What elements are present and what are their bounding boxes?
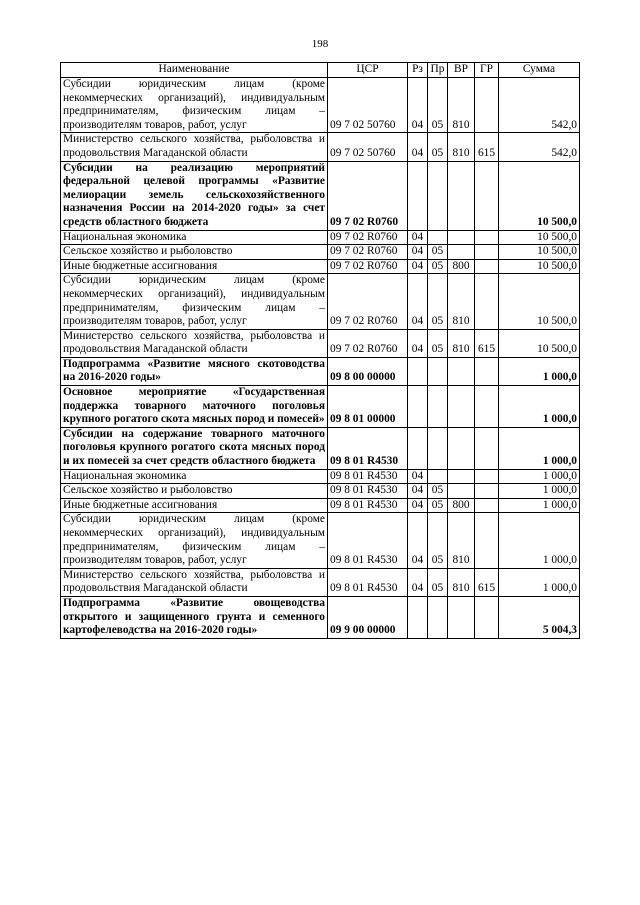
cell-rz: 04 — [408, 78, 428, 133]
cell-sum: 1 000,0 — [499, 484, 580, 499]
cell-rz: 04 — [408, 245, 428, 260]
cell-sum: 542,0 — [499, 133, 580, 161]
cell-sum: 1 000,0 — [499, 498, 580, 513]
cell-pr: 05 — [428, 245, 448, 260]
table-row — [61, 161, 580, 230]
cell-sum: 5 004,3 — [499, 596, 580, 638]
cell-sum: 10 500,0 — [499, 329, 580, 357]
cell-gr — [475, 596, 499, 638]
cell-csr: 09 7 02 R0760 — [328, 329, 408, 357]
cell-csr: 09 8 00 00000 — [328, 357, 408, 385]
cell-csr: 09 8 01 R4530 — [328, 469, 408, 484]
cell-name: Министерство сельского хозяйства, рыболовства и продовольствия Магаданской области — [61, 329, 328, 357]
cell-vr: 800 — [448, 498, 475, 513]
cell-name: Национальная экономика — [61, 230, 328, 245]
cell-csr: 09 7 02 R0760 — [328, 245, 408, 260]
cell-gr — [475, 78, 499, 133]
cell-gr — [475, 427, 499, 469]
table-header-row — [61, 63, 580, 78]
cell-vr: 810 — [448, 133, 475, 161]
cell-name: Основное мероприятие «Государственная поддержка товарного маточного поголовья крупного рогатого скота мясных пород и помесей» — [61, 386, 328, 428]
cell-name: Иные бюджетные ассигнования — [61, 259, 328, 274]
cell-sum: 1 000,0 — [499, 469, 580, 484]
cell-vr — [448, 386, 475, 428]
table-row — [61, 469, 580, 484]
cell-sum: 10 500,0 — [499, 274, 580, 329]
table-row — [61, 274, 580, 329]
cell-gr — [475, 386, 499, 428]
cell-gr — [475, 357, 499, 385]
cell-sum: 10 500,0 — [499, 161, 580, 230]
cell-pr — [428, 427, 448, 469]
header-vr: ВР — [448, 63, 475, 78]
cell-gr — [475, 161, 499, 230]
cell-csr: 09 9 00 00000 — [328, 596, 408, 638]
cell-rz: 04 — [408, 498, 428, 513]
cell-pr — [428, 469, 448, 484]
table-row — [61, 498, 580, 513]
cell-csr: 09 7 02 50760 — [328, 78, 408, 133]
cell-sum: 1 000,0 — [499, 357, 580, 385]
cell-sum: 10 500,0 — [499, 230, 580, 245]
cell-sum: 1 000,0 — [499, 513, 580, 568]
cell-vr — [448, 245, 475, 260]
cell-pr: 05 — [428, 568, 448, 596]
cell-csr: 09 7 02 R0760 — [328, 259, 408, 274]
cell-sum: 10 500,0 — [499, 259, 580, 274]
cell-csr: 09 8 01 R4530 — [328, 568, 408, 596]
cell-csr: 09 8 01 00000 — [328, 386, 408, 428]
cell-rz: 04 — [408, 469, 428, 484]
cell-vr: 810 — [448, 568, 475, 596]
table-row — [61, 568, 580, 596]
budget-table — [60, 62, 580, 639]
cell-pr: 05 — [428, 78, 448, 133]
cell-vr: 800 — [448, 259, 475, 274]
cell-pr — [428, 357, 448, 385]
table-row — [61, 386, 580, 428]
header-csr: ЦСР — [328, 63, 408, 78]
cell-rz — [408, 427, 428, 469]
cell-rz: 04 — [408, 274, 428, 329]
cell-rz: 04 — [408, 329, 428, 357]
cell-csr: 09 8 01 R4530 — [328, 484, 408, 499]
cell-sum: 1 000,0 — [499, 386, 580, 428]
cell-name: Сельское хозяйство и рыболовство — [61, 484, 328, 499]
table-row — [61, 484, 580, 499]
table-row — [61, 133, 580, 161]
cell-name: Субсидии юридическим лицам (кроме некоммерческих организаций), индивидуальным предпринимателям, физическим лицам – производителям товаров, работ, услуг — [61, 274, 328, 329]
cell-gr — [475, 469, 499, 484]
cell-vr — [448, 230, 475, 245]
cell-sum: 1 000,0 — [499, 427, 580, 469]
cell-vr — [448, 357, 475, 385]
cell-csr: 09 8 01 R4530 — [328, 513, 408, 568]
header-sum: Сумма — [499, 63, 580, 78]
header-gr: ГР — [475, 63, 499, 78]
cell-rz: 04 — [408, 484, 428, 499]
header-name: Наименование — [61, 63, 328, 78]
cell-pr — [428, 161, 448, 230]
cell-rz — [408, 596, 428, 638]
cell-rz: 04 — [408, 133, 428, 161]
cell-name: Сельское хозяйство и рыболовство — [61, 245, 328, 260]
table-row — [61, 230, 580, 245]
cell-csr: 09 7 02 R0760 — [328, 161, 408, 230]
cell-pr: 05 — [428, 329, 448, 357]
cell-gr: 615 — [475, 329, 499, 357]
cell-name: Субсидии юридическим лицам (кроме некоммерческих организаций), индивидуальным предпринимателям, физическим лицам – производителям товаров, работ, услуг — [61, 78, 328, 133]
table-row — [61, 78, 580, 133]
table-row — [61, 245, 580, 260]
cell-name: Субсидии на содержание товарного маточного поголовья крупного рогатого скота мясных пород и их помесей за счет средств областного бюджета — [61, 427, 328, 469]
cell-pr: 05 — [428, 274, 448, 329]
table-row — [61, 329, 580, 357]
cell-name: Министерство сельского хозяйства, рыболовства и продовольствия Магаданской области — [61, 133, 328, 161]
cell-vr: 810 — [448, 274, 475, 329]
cell-vr — [448, 427, 475, 469]
cell-vr — [448, 484, 475, 499]
table-row — [61, 259, 580, 274]
cell-pr: 05 — [428, 498, 448, 513]
cell-gr — [475, 245, 499, 260]
cell-pr — [428, 596, 448, 638]
cell-gr: 615 — [475, 568, 499, 596]
cell-sum: 1 000,0 — [499, 568, 580, 596]
cell-rz: 04 — [408, 568, 428, 596]
cell-pr: 05 — [428, 259, 448, 274]
cell-rz — [408, 161, 428, 230]
header-pr: Пр — [428, 63, 448, 78]
cell-rz — [408, 386, 428, 428]
cell-gr — [475, 498, 499, 513]
table-row — [61, 596, 580, 638]
cell-vr: 810 — [448, 329, 475, 357]
header-rz: Рз — [408, 63, 428, 78]
cell-rz: 04 — [408, 513, 428, 568]
cell-name: Подпрограмма «Развитие мясного скотоводства на 2016-2020 годы» — [61, 357, 328, 385]
cell-csr: 09 7 02 50760 — [328, 133, 408, 161]
cell-name: Субсидии на реализацию мероприятий федеральной целевой программы «Развитие мелиорации земель сельскохозяйственного назначения России на 2014-2020 годы» за счет средств областного бюджета — [61, 161, 328, 230]
cell-gr — [475, 259, 499, 274]
cell-vr — [448, 596, 475, 638]
table-body — [61, 78, 580, 639]
cell-csr: 09 8 01 R4530 — [328, 498, 408, 513]
cell-name: Иные бюджетные ассигнования — [61, 498, 328, 513]
cell-gr — [475, 230, 499, 245]
cell-csr: 09 7 02 R0760 — [328, 230, 408, 245]
cell-name: Подпрограмма «Развитие овощеводства открытого и защищенного грунта и семенного картофелеводства на 2016-2020 годы» — [61, 596, 328, 638]
cell-csr: 09 7 02 R0760 — [328, 274, 408, 329]
cell-pr: 05 — [428, 484, 448, 499]
table-row — [61, 357, 580, 385]
cell-vr: 810 — [448, 513, 475, 568]
cell-gr — [475, 274, 499, 329]
cell-name: Министерство сельского хозяйства, рыболовства и продовольствия Магаданской области — [61, 568, 328, 596]
cell-pr — [428, 386, 448, 428]
table-row — [61, 427, 580, 469]
cell-rz: 04 — [408, 259, 428, 274]
cell-gr — [475, 484, 499, 499]
cell-name: Национальная экономика — [61, 469, 328, 484]
cell-rz — [408, 357, 428, 385]
cell-name: Субсидии юридическим лицам (кроме некоммерческих организаций), индивидуальным предпринимателям, физическим лицам – производителям товаров, работ, услуг — [61, 513, 328, 568]
cell-rz: 04 — [408, 230, 428, 245]
table-row — [61, 513, 580, 568]
cell-gr: 615 — [475, 133, 499, 161]
cell-csr: 09 8 01 R4530 — [328, 427, 408, 469]
cell-sum: 542,0 — [499, 78, 580, 133]
cell-sum: 10 500,0 — [499, 245, 580, 260]
cell-vr — [448, 469, 475, 484]
page-number: 198 — [311, 38, 329, 50]
cell-pr: 05 — [428, 513, 448, 568]
cell-pr — [428, 230, 448, 245]
cell-vr — [448, 161, 475, 230]
cell-vr: 810 — [448, 78, 475, 133]
cell-pr: 05 — [428, 133, 448, 161]
cell-gr — [475, 513, 499, 568]
